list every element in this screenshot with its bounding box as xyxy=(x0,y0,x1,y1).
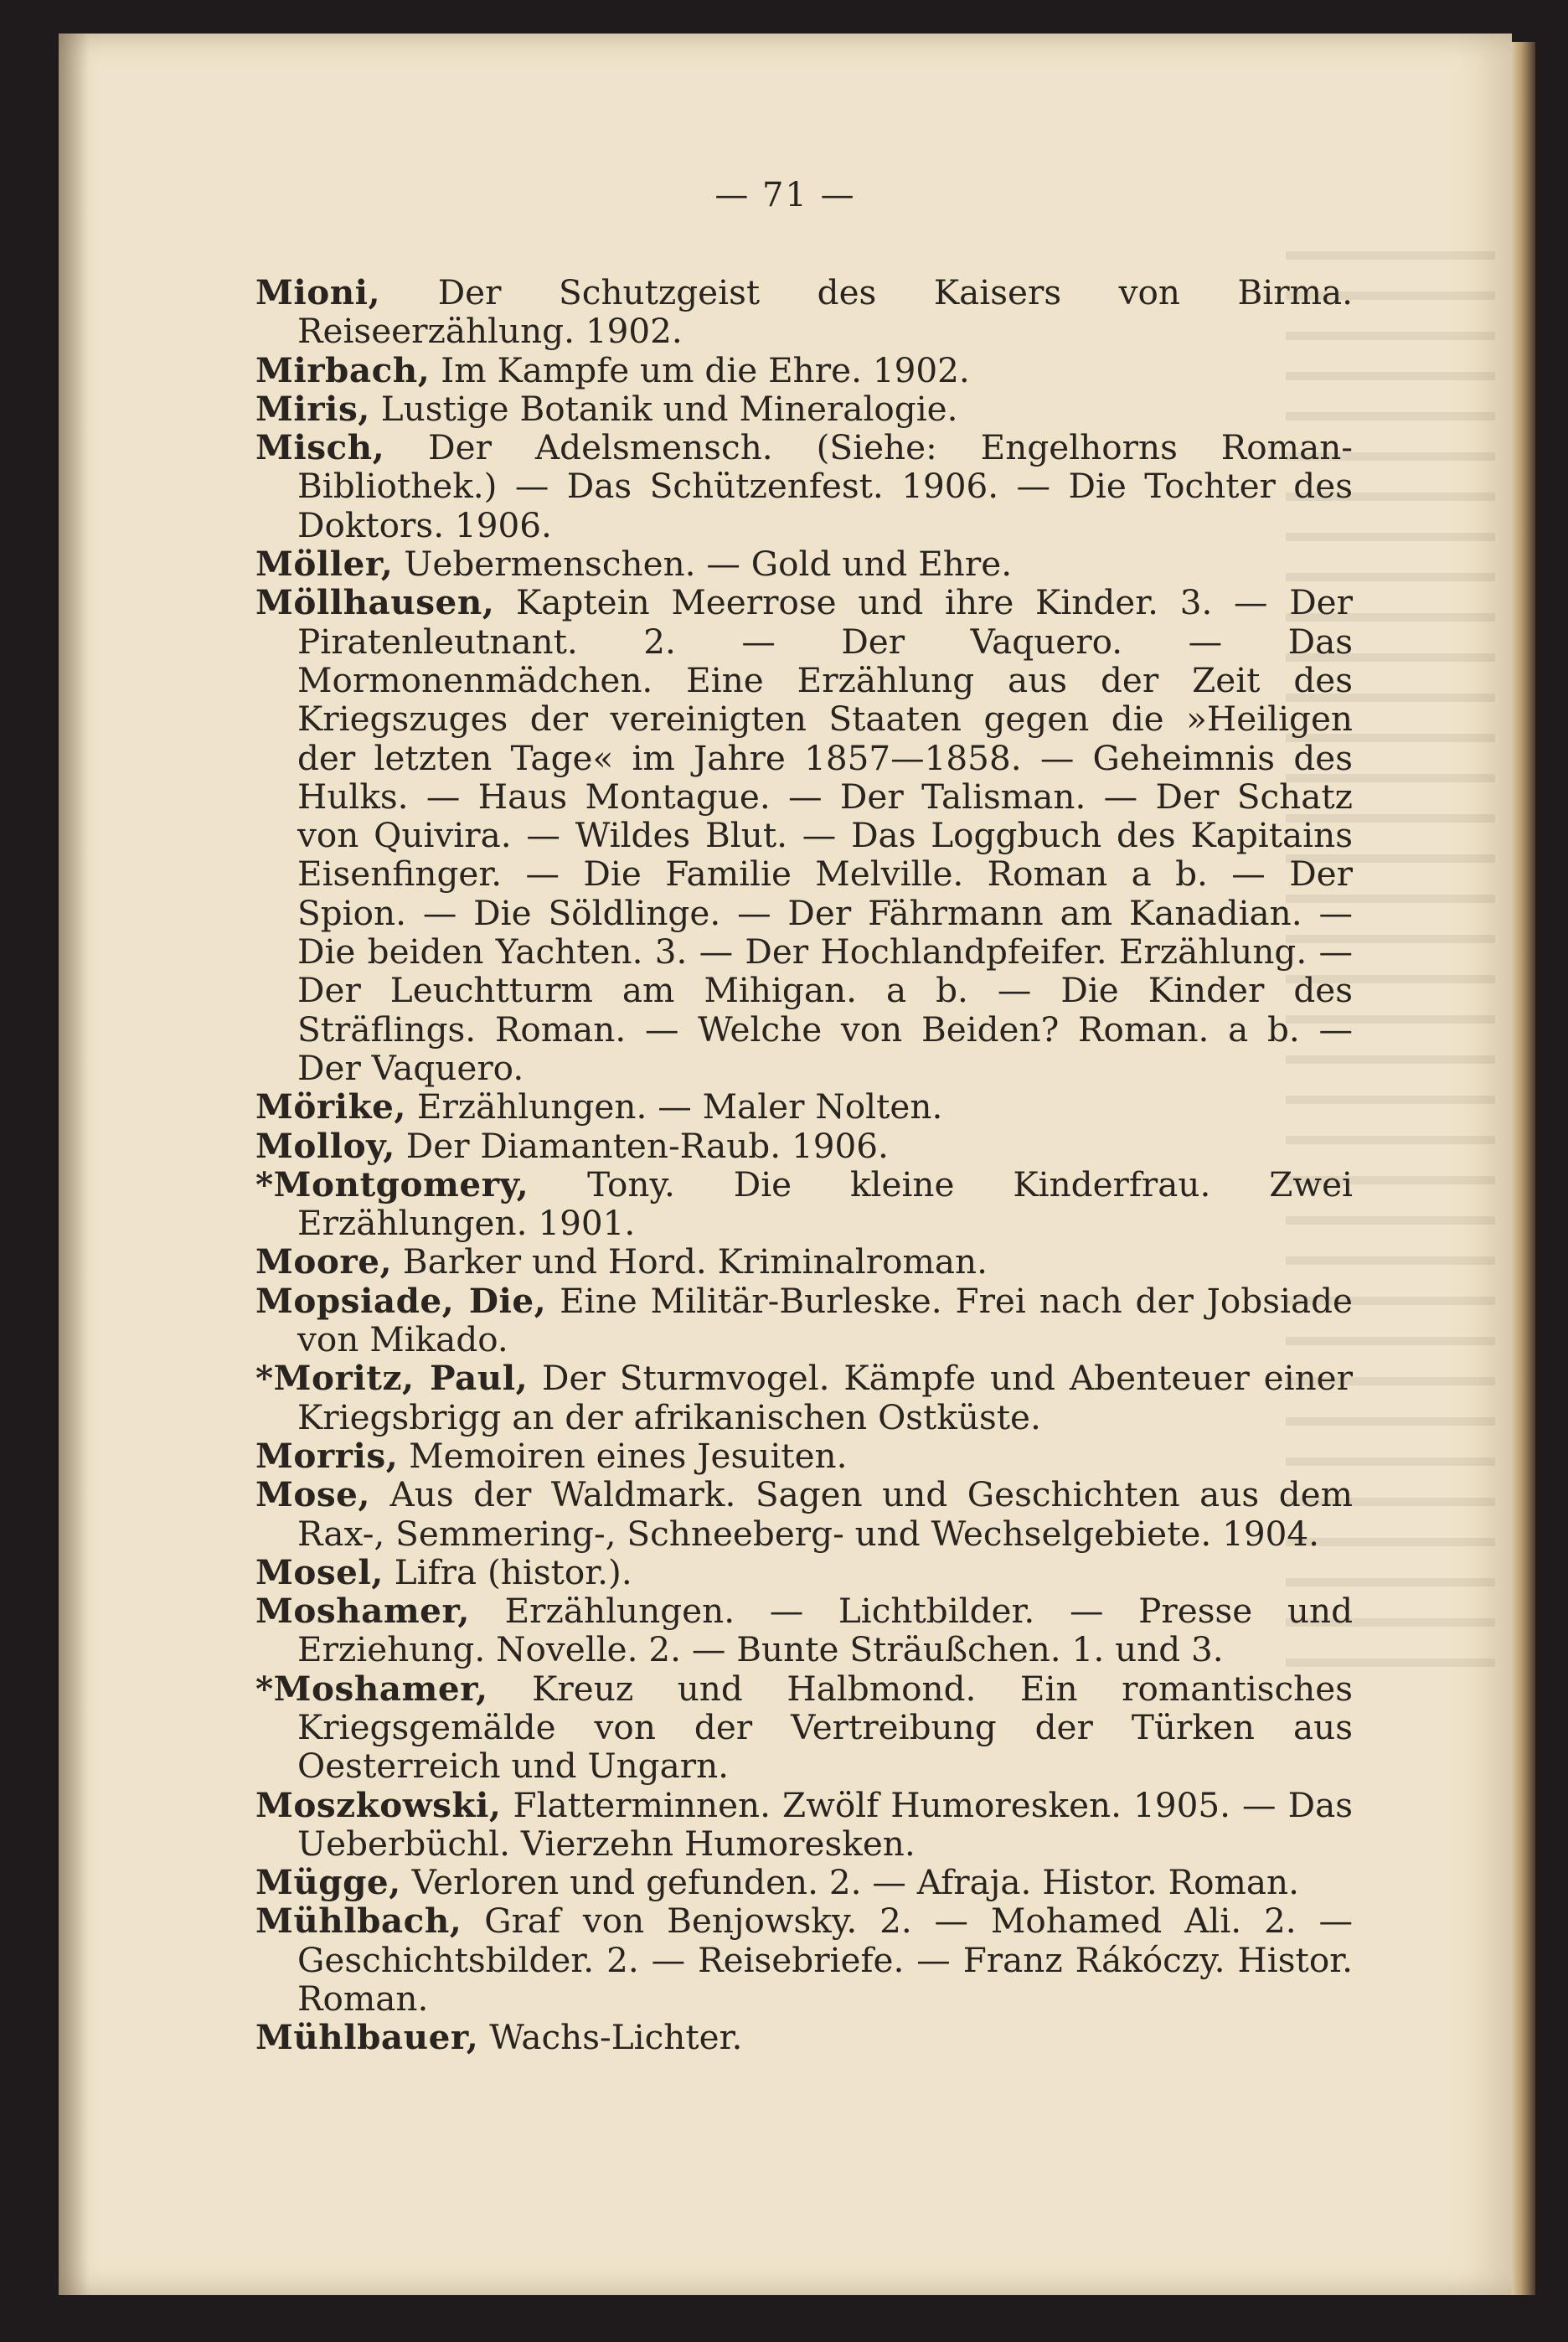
entry-text: Lustige Botanik und Mineralogie. xyxy=(369,388,958,429)
author-name: Misch, xyxy=(255,427,385,468)
author-name: Mosel, xyxy=(255,1551,384,1592)
catalog-entry xyxy=(255,583,1353,1087)
author-name: *Montgomery, xyxy=(255,1163,529,1205)
author-name: Mörike, xyxy=(255,1086,406,1127)
entry-text: Wachs-Lichter. xyxy=(478,2017,743,2058)
book-page xyxy=(59,34,1512,2295)
catalog-entry xyxy=(255,2018,1353,2056)
entry-text: Uebermenschen. — Gold und Ehre. xyxy=(393,544,1013,585)
catalog-entry xyxy=(255,1437,1353,1475)
entry-text: Der Adelsmensch. (Siehe: Engelhorns Roman-Bibliothek.) — Das Schützenfest. 1906. — Die Tochter des Doktors. 1906. xyxy=(297,427,1353,545)
catalog-entry xyxy=(255,273,1353,351)
entry-text: Graf von Benjowsky. 2. — Mohamed Ali. 2. — Geschichtsbilder. 2. — Reisebriefe. — Franz Rákóczy. Histor. Roman. xyxy=(297,1901,1353,2020)
catalog-entry xyxy=(255,1359,1353,1437)
entry-text: Im Kampfe um die Ehre. 1902. xyxy=(430,349,970,390)
catalog-entry xyxy=(255,1669,1353,1786)
author-name: Mügge, xyxy=(255,1862,401,1903)
catalog-entry xyxy=(255,1165,1353,1243)
author-name: Mopsiade, Die, xyxy=(255,1280,547,1321)
catalog-entry xyxy=(255,1127,1353,1165)
page-edge xyxy=(1512,42,1535,2295)
entry-text: Memoiren eines Jesuiten. xyxy=(398,1435,848,1476)
author-name: Mioni, xyxy=(255,272,381,312)
catalog-entry xyxy=(255,1553,1353,1591)
entry-text: Tony. Die kleine Kinderfrau. Zwei Erzählungen. 1901. xyxy=(297,1163,1353,1244)
entry-text: Flatterminnen. Zwölf Humoresken. 1905. — Das Ueberbüchl. Vierzehn Humoresken. xyxy=(297,1784,1353,1864)
catalog-entry xyxy=(255,1786,1353,1864)
catalog-entry xyxy=(255,1242,1353,1281)
entry-text: Erzählungen. — Maler Nolten. xyxy=(406,1086,943,1127)
author-name: Morris, xyxy=(255,1435,399,1476)
catalog-entry xyxy=(255,1863,1353,1901)
author-name: Möllhausen, xyxy=(255,582,495,623)
author-name: Mirbach, xyxy=(255,349,431,390)
catalog-entry xyxy=(255,1591,1353,1669)
catalog-entry xyxy=(255,1901,1353,2018)
entry-text: Verloren und gefunden. 2. — Afraja. Histor. Roman. xyxy=(400,1862,1300,1903)
entry-text: Der Sturmvogel. Kämpfe und Abenteuer einer Kriegsbrigg an der afrikanischen Ostküste. xyxy=(297,1358,1353,1437)
catalog-entry xyxy=(255,1475,1353,1553)
catalog-entry xyxy=(255,1282,1353,1359)
gutter-shadow xyxy=(59,34,89,2295)
author-name: Moore, xyxy=(255,1241,393,1282)
catalog-entry xyxy=(255,351,1353,389)
author-name: Möller, xyxy=(255,544,394,585)
author-name: Moshamer, xyxy=(255,1591,470,1632)
entry-text: Kaptein Meerrose und ihre Kinder. 3. — Der Piratenleutnant. 2. — Der Vaquero. — Das Mormonenmädchen. Eine Erzählung aus der Zeit des Kriegszuges der vereinigten Staaten gegen die »Heiligen der letzten Tage« im Jahre 1857—1858. — Geheimnis des Hulks. — Haus Montague. — Der Talisman. — Der Schatz von Quivira. — Wildes Blut. — Das Loggbuch des Kapitains Eisenfinger. — Die Familie Melville. Roman a b. — Der Spion. — Die Söldlinge. — Der Fährmann am Kanadian. — Die beiden Yachten. 3. — Der Hochlandpfeifer. Erzählung. — Der Leuchtturm am Mihigan. a b. — Die Kinder des Sträflings. Roman. — Welche von Beiden? Roman. a b. — Der Vaquero. xyxy=(297,582,1353,1088)
page-number: — 71 — xyxy=(714,176,856,214)
author-name: Mose, xyxy=(255,1474,371,1515)
catalog-entry xyxy=(255,428,1353,544)
entry-text: Erzählungen. — Lichtbilder. — Presse und Erziehung. Novelle. 2. — Bunte Sträußchen. 1. und 3. xyxy=(297,1591,1353,1670)
author-name: Mühlbauer, xyxy=(255,2017,479,2058)
entry-text: Der Diamanten-Raub. 1906. xyxy=(395,1125,889,1166)
catalog-entry xyxy=(255,1087,1353,1126)
catalog-entry xyxy=(255,544,1353,583)
catalog-entry xyxy=(255,389,1353,428)
entry-text: Barker und Hord. Kriminalroman. xyxy=(392,1241,988,1282)
author-name: *Moshamer, xyxy=(255,1668,488,1709)
entry-text: Lifra (histor.). xyxy=(383,1551,632,1592)
entry-text: Kreuz und Halbmond. Ein romantisches Kriegsgemälde von der Vertreibung der Türken aus Oesterreich und Ungarn. xyxy=(297,1668,1353,1787)
author-name: Mühlbach, xyxy=(255,1901,462,1942)
author-name: *Moritz, Paul, xyxy=(255,1358,529,1399)
entry-text: Aus der Waldmark. Sagen und Geschichten aus dem Rax-, Semmering-, Schneeberg- und Wechselgebiete. 1904. xyxy=(297,1474,1353,1554)
entry-text: Der Schutzgeist des Kaisers von Birma. Reiseerzählung. 1902. xyxy=(297,272,1353,352)
entry-text: Eine Militär-Burleske. Frei nach der Jobsiade von Mikado. xyxy=(297,1280,1353,1360)
author-name: Miris, xyxy=(255,388,370,429)
author-name: Molloy, xyxy=(255,1125,395,1166)
author-name: Moszkowski, xyxy=(255,1784,502,1825)
catalog-entries xyxy=(255,273,1353,2057)
